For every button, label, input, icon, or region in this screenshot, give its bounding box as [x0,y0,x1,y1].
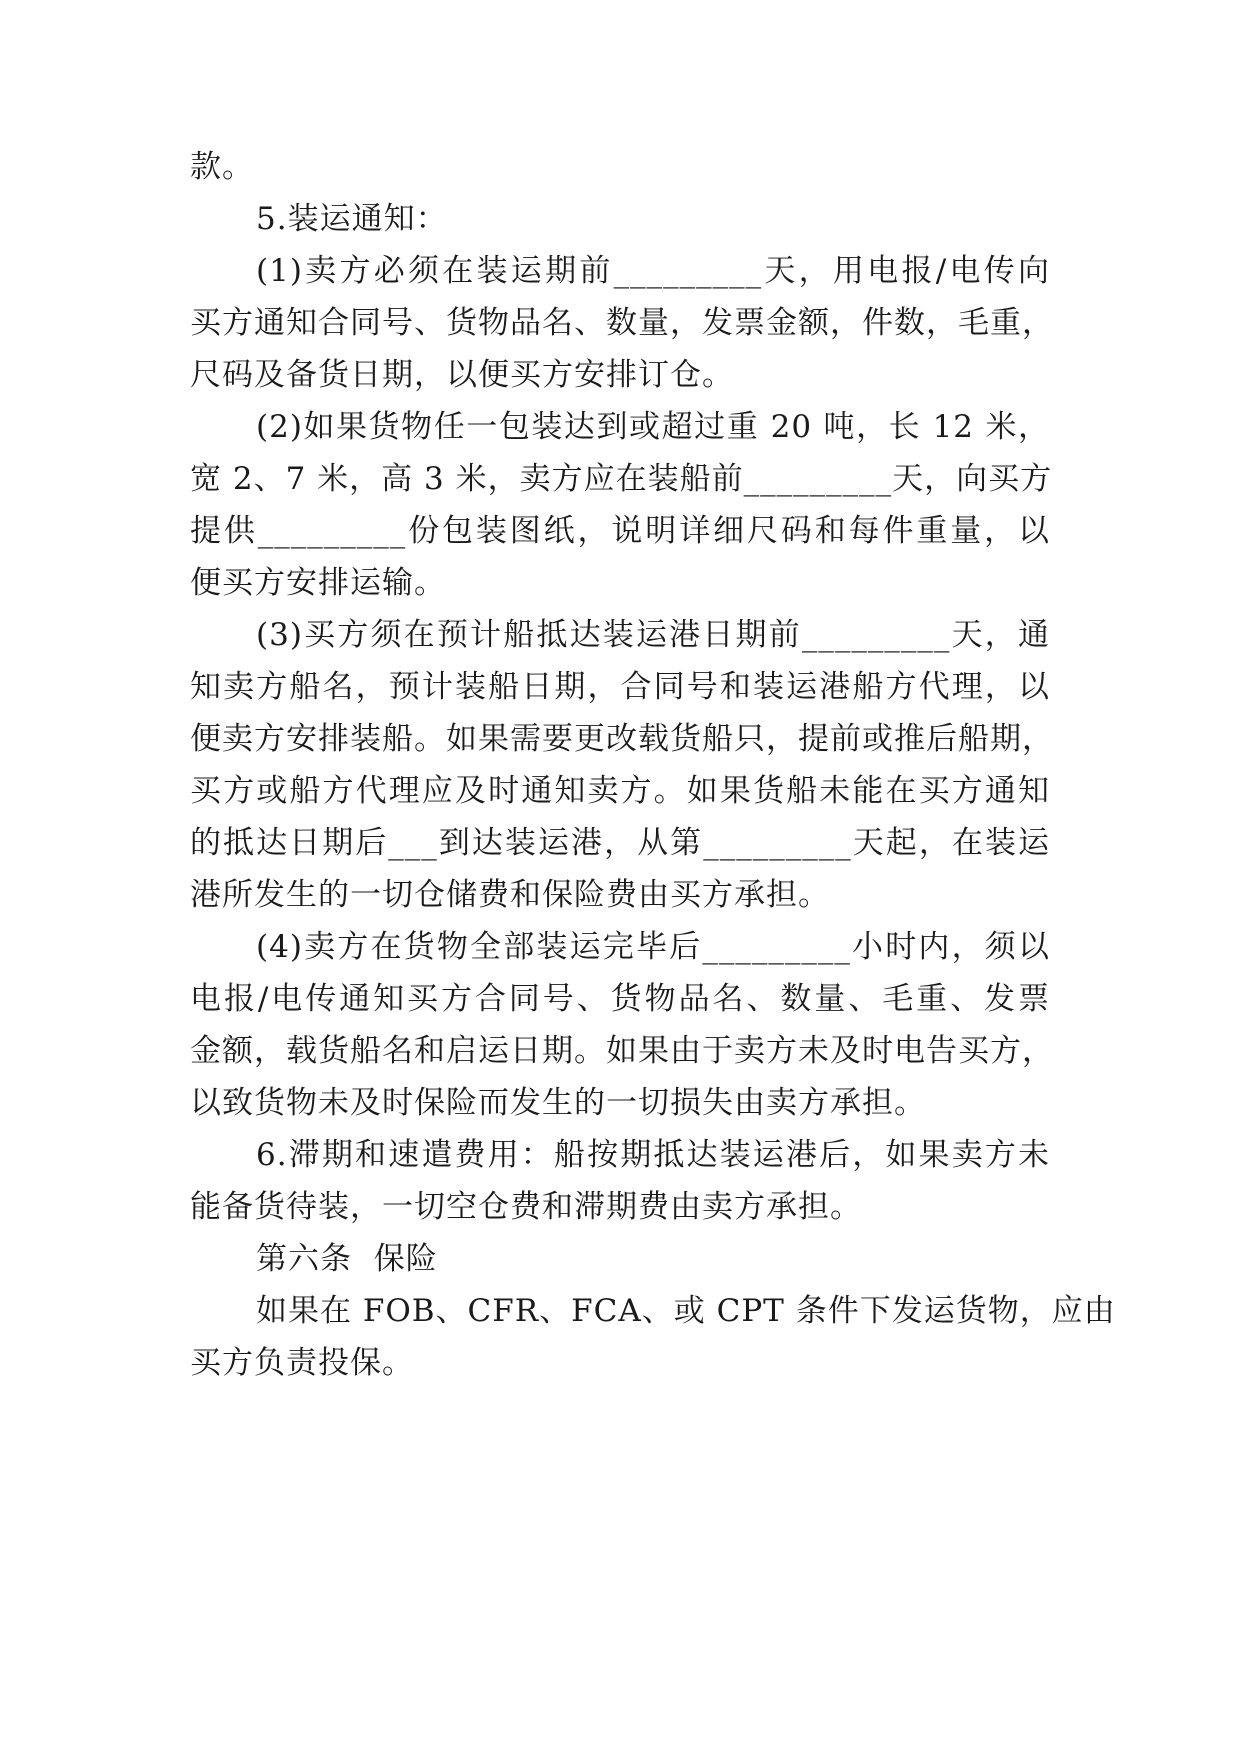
text-line: 的抵达日期后___到达装运港，从第_________天起，在装运 [190,825,1050,861]
text-line: 如果在 FOB、CFR、FCA、或 CPT 条件下发运货物，应由 [256,1293,1116,1329]
text-line: 买方负责投保。 [190,1345,414,1381]
text-line: 知卖方船名，预计装船日期，合同号和装运港船方代理，以 [190,669,1050,705]
text-line: 便卖方安排装船。如果需要更改载货船只，提前或推后船期， [190,721,1054,757]
section-heading: 5.装运通知： [256,201,448,237]
text-line: 电报/电传通知买方合同号、货物品名、数量、毛重、发票 [190,981,1050,1017]
text-line: 以致货物未及时保险而发生的一切损失由卖方承担。 [190,1085,926,1121]
text-line: 买方或船方代理应及时通知卖方。如果货船未能在买方通知 [190,773,1050,809]
text-line: 款。 [190,149,254,185]
text-line: 金额，载货船名和启运日期。如果由于卖方未及时电告买方， [190,1033,1054,1069]
text-line: 尺码及备货日期，以便买方安排订仓。 [190,357,734,393]
text-line: (1)卖方必须在装运期前_________天，用电报/电传向 [256,253,1050,289]
text-line: 提供_________份包装图纸，说明详细尺码和每件重量，以 [190,513,1050,549]
text-line: 港所发生的一切仓储费和保险费由买方承担。 [190,877,830,913]
text-line: 宽 2、7 米，高 3 米，卖方应在装船前_________天，向买方 [190,461,1053,497]
article-heading: 第六条 保险 [256,1241,438,1277]
text-line: (2)如果货物任一包装达到或超过重 20 吨，长 12 米， [256,409,1050,445]
text-line: (3)买方须在预计船抵达装运港日期前_________天，通 [256,617,1050,653]
text-line: 买方通知合同号、货物品名、数量，发票金额，件数，毛重， [190,305,1054,341]
text-line: (4)卖方在货物全部装运完毕后_________小时内，须以 [256,929,1050,965]
text-line: 6.滞期和速遣费用：船按期抵达装运港后，如果卖方未 [256,1137,1050,1173]
text-line: 便买方安排运输。 [190,565,446,601]
text-line: 能备货待装，一切空仓费和滞期费由卖方承担。 [190,1189,862,1225]
